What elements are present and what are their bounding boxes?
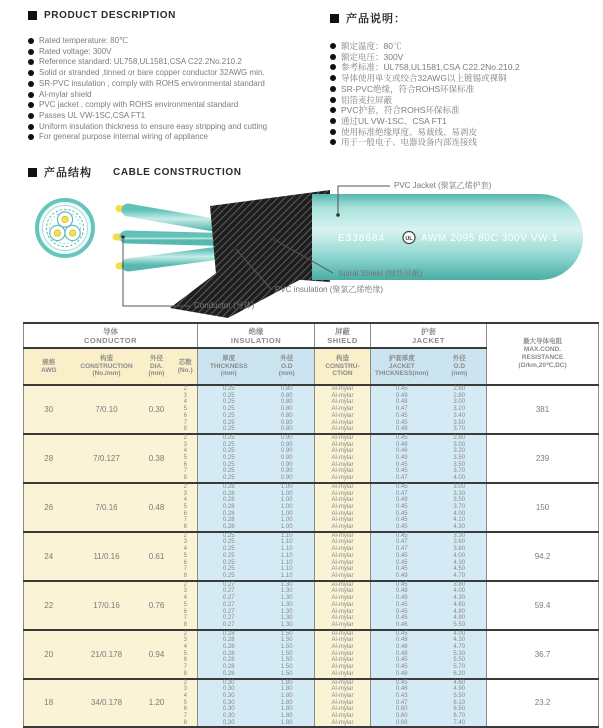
dot-bullet-icon [28, 102, 34, 108]
dot-bullet-icon [330, 64, 336, 70]
list-item [330, 41, 596, 52]
cell-resistance: 381 [487, 385, 599, 434]
bullet-text: PVC护套，符合ROHS环保标准 [341, 105, 460, 116]
list-item [330, 84, 596, 95]
bullet-text: Reference standard: UL758,UL1581,CSA C22.2No.210.2 [39, 57, 242, 67]
bullet-text: 额定温度：80℃ [341, 41, 402, 51]
list-item [28, 57, 324, 68]
col-label: AWG [40, 366, 57, 374]
group-label-zh: 屏蔽 [335, 326, 350, 336]
cell-jk-thickness: 0.45 0.49 0.48 0.47 0.45 0.45 0.48 [371, 385, 433, 434]
cell-resistance: 94.2 [487, 532, 599, 581]
construction-title-zh: 产品结构 [44, 167, 92, 179]
group-header-insulation [198, 323, 315, 348]
list-item [330, 73, 596, 84]
dot-bullet-icon [330, 43, 336, 49]
bullet-text: Rated voltage: 300V [39, 46, 112, 56]
cell-dia: 0.38 [140, 434, 174, 483]
bullet-text: Solid or stranded ,tinned or bare copper conductor 32AWG min. [39, 68, 265, 78]
list-item [330, 137, 596, 148]
group-label-zh: 导体 [103, 326, 118, 336]
group-label-en: INSULATION [230, 335, 282, 345]
list-item [28, 90, 324, 101]
column-header-ins-od [260, 348, 315, 385]
table-row [24, 385, 599, 434]
cell-ins-od: 1.10 1.10 1.10 1.10 1.10 1.10 1.10 [260, 532, 315, 581]
bullet-text: 导体使用单支或绞合32AWG以上镀锡或裸铜 [341, 73, 507, 84]
dot-bullet-icon [330, 107, 336, 113]
col-label: MAX.COND. [523, 346, 562, 353]
group-header-shield [315, 323, 371, 348]
bullet-text: PVC jacket , comply with ROHS environmental standard [39, 100, 239, 110]
cell-shield: Al-mylar Al-mylar Al-mylar Al-mylar Al-mylar Al-mylar Al-mylar [315, 483, 371, 532]
column-header-shield-construction [315, 348, 371, 385]
col-label: 外径 [452, 355, 466, 363]
dot-bullet-icon [28, 134, 34, 140]
cell-resistance: 23.2 [487, 679, 599, 728]
dot-bullet-icon [28, 70, 34, 76]
cell-shield: Al-mylar Al-mylar Al-mylar Al-mylar Al-mylar Al-mylar Al-mylar [315, 532, 371, 581]
cell-resistance: 36.7 [487, 630, 599, 679]
col-label: 护套厚度 [388, 355, 415, 363]
column-header-cores [174, 348, 198, 385]
cell-construction: 7/0.127 [74, 434, 140, 483]
cell-ins-thickness: 0.28 0.28 0.28 0.28 0.28 0.28 0.28 [198, 483, 260, 532]
col-label: (Ω/km,20℃,DC) [518, 362, 567, 369]
cell-cores: 2 3 4 5 6 7 8 [174, 434, 198, 483]
col-label: JACKET [388, 362, 415, 370]
table-row [24, 630, 599, 679]
list-item [330, 95, 596, 106]
col-label: RESISTANCE [521, 354, 564, 361]
group-header-conductor [24, 323, 198, 348]
col-label: O.D [280, 362, 293, 370]
cell-awg: 30 [24, 385, 74, 434]
dot-bullet-icon [330, 54, 336, 60]
cell-construction: 7/0.10 [74, 385, 140, 434]
cell-jk-thickness: 0.45 0.46 0.43 0.47 0.60 0.60 0.68 [371, 679, 433, 728]
col-label: CONSTRU- [325, 362, 360, 370]
label-pvc-insulation: PVC insulation (聚氯乙烯绝缘) [275, 285, 384, 294]
list-item [28, 36, 324, 47]
cell-jk-thickness: 0.45 0.48 0.46 0.49 0.45 0.45 0.47 [371, 434, 433, 483]
cell-resistance: 150 [487, 483, 599, 532]
product-notes-section [330, 10, 596, 148]
bullet-text: 通过UL VW-1SC、CSA FT1 [341, 115, 447, 126]
cell-construction: 17/0.16 [74, 581, 140, 630]
cell-awg: 24 [24, 532, 74, 581]
cell-ins-thickness: 0.25 0.25 0.25 0.25 0.25 0.25 0.25 [198, 434, 260, 483]
col-label: 构造 [100, 355, 113, 363]
dot-bullet-icon [28, 113, 34, 119]
product-description-section [28, 10, 324, 143]
cell-dia: 0.48 [140, 483, 174, 532]
column-header-jacket-od [433, 348, 487, 385]
bullet-text: For general purpose internal wiring of appliance [39, 132, 208, 142]
cell-awg: 26 [24, 483, 74, 532]
cell-cores: 2 3 4 5 6 7 8 [174, 385, 198, 434]
cell-ins-od: 0.80 0.80 0.80 0.80 0.80 0.80 0.80 [260, 385, 315, 434]
cell-cores: 2 3 4 5 6 7 8 [174, 581, 198, 630]
cell-cores: 2 3 4 5 6 7 8 [174, 532, 198, 581]
list-item [330, 105, 596, 116]
cable-illustration [0, 178, 603, 322]
dot-bullet-icon [330, 75, 336, 81]
product-description-heading [28, 10, 324, 21]
cell-cores: 2 3 4 5 6 7 8 [174, 483, 198, 532]
col-label: THICKNESS(mm) [375, 370, 429, 378]
cell-shield: Al-mylar Al-mylar Al-mylar Al-mylar Al-mylar Al-mylar Al-mylar [315, 581, 371, 630]
cell-dia: 0.30 [140, 385, 174, 434]
table-row [24, 483, 599, 532]
cable-diagram [0, 178, 603, 322]
col-label: (No.) [177, 366, 193, 374]
cell-dia: 1.20 [140, 679, 174, 728]
label-pvc-jacket: PVC Jacket (聚氯乙烯护套) [394, 181, 492, 190]
dot-bullet-icon [28, 59, 34, 65]
cell-ins-od: 1.30 1.30 1.30 1.30 1.30 1.30 1.30 [260, 581, 315, 630]
dot-bullet-icon [28, 81, 34, 87]
cell-awg: 22 [24, 581, 74, 630]
cell-ins-thickness: 0.28 0.28 0.28 0.28 0.28 0.28 0.28 [198, 630, 260, 679]
cell-jk-od: 3.30 3.60 3.80 4.00 4.30 4.50 4.70 [433, 532, 487, 581]
square-bullet-icon [28, 168, 37, 177]
dot-bullet-icon [28, 38, 34, 44]
cell-construction: 11/0.16 [74, 532, 140, 581]
dot-bullet-icon [330, 97, 336, 103]
cell-shield: Al-mylar Al-mylar Al-mylar Al-mylar Al-mylar Al-mylar Al-mylar [315, 679, 371, 728]
bullet-text: Al-mylar shield [39, 89, 92, 99]
product-description-list [28, 36, 324, 143]
dot-bullet-icon [28, 92, 34, 98]
col-label: (No./mm) [92, 370, 121, 378]
table-row [24, 679, 599, 728]
cell-jk-od: 4.00 4.30 4.70 5.30 5.50 5.70 6.20 [433, 630, 487, 679]
ul-mark: UL [405, 236, 413, 242]
column-header-resistance [487, 323, 599, 385]
col-label: CTION [332, 370, 353, 378]
cell-ins-thickness: 0.30 0.30 0.30 0.30 0.30 0.30 0.30 [198, 679, 260, 728]
bullet-text: Rated temperature: 80℃ [39, 36, 129, 45]
dot-bullet-icon [330, 86, 336, 92]
col-label: O.D [453, 362, 466, 370]
col-label: 外径 [280, 355, 294, 363]
cell-awg: 18 [24, 679, 74, 728]
col-label: 最大导体电阻 [523, 338, 563, 345]
cell-shield: Al-mylar Al-mylar Al-mylar Al-mylar Al-mylar Al-mylar Al-mylar [315, 385, 371, 434]
list-item [330, 52, 596, 63]
cell-cores: 2 3 4 5 6 7 8 [174, 630, 198, 679]
col-label: 厚度 [222, 355, 236, 363]
bullet-text: 参考标准：UL758,UL1581,CSA C22.2No.210.2 [341, 62, 520, 73]
product-notes-title: 产品说明： [346, 13, 406, 25]
column-header-construction [74, 348, 140, 385]
dot-bullet-icon [330, 139, 336, 145]
product-notes-list [330, 41, 596, 148]
col-label: THICKNESS [209, 362, 248, 370]
col-label: 外径 [150, 355, 163, 363]
table-row [24, 532, 599, 581]
column-header-ins-thickness [198, 348, 260, 385]
list-item [28, 100, 324, 111]
list-item [28, 47, 324, 58]
col-label: 规格 [42, 358, 56, 366]
cell-awg: 20 [24, 630, 74, 679]
group-label-en: JACKET [412, 335, 446, 345]
column-header-jacket-thickness [371, 348, 433, 385]
cell-jk-thickness: 0.45 0.47 0.49 0.45 0.45 0.45 0.45 [371, 483, 433, 532]
cell-jk-thickness: 0.45 0.48 0.48 0.48 0.45 0.45 0.48 [371, 630, 433, 679]
label-spiral-shield: Spiral Shield (缠绕屏蔽) [338, 269, 423, 278]
group-header-jacket [371, 323, 487, 348]
bullet-text: SR-PVC绝缘，符合ROHS环保标准 [341, 83, 475, 94]
cell-jk-thickness: 0.45 0.47 0.47 0.45 0.45 0.45 0.49 [371, 532, 433, 581]
cell-ins-od: 1.80 1.80 1.80 1.80 1.80 1.80 1.80 [260, 679, 315, 728]
cell-jk-od: 4.60 4.90 5.50 6.10 6.50 6.70 7.40 [433, 679, 487, 728]
cell-resistance: 59.4 [487, 581, 599, 630]
bullet-text: Uniform insulation thickness to ensure easy stripping and cutting [39, 121, 268, 131]
col-label: 芯数 [178, 358, 192, 366]
list-item [28, 132, 324, 143]
cell-cores: 2 3 4 5 6 7 8 [174, 679, 198, 728]
table-row [24, 581, 599, 630]
cell-construction: 7/0.16 [74, 483, 140, 532]
cell-jk-od: 2.60 2.80 3.00 3.20 3.40 3.50 3.70 [433, 385, 487, 434]
col-label: (mm) [220, 370, 237, 378]
group-label-zh: 护套 [421, 326, 436, 336]
group-label-en: CONDUCTOR [83, 335, 138, 345]
list-item [28, 111, 324, 122]
cell-ins-od: 1.00 1.00 1.00 1.00 1.00 1.00 1.00 [260, 483, 315, 532]
cell-shield: Al-mylar Al-mylar Al-mylar Al-mylar Al-mylar Al-mylar Al-mylar [315, 434, 371, 483]
group-label-en: SHIELD [327, 335, 358, 345]
col-label: DIA. [150, 362, 163, 370]
dot-bullet-icon [330, 118, 336, 124]
group-label-zh: 绝缘 [248, 326, 264, 336]
dot-bullet-icon [28, 124, 34, 130]
col-label: (mm) [148, 370, 165, 378]
spec-table [23, 322, 599, 728]
cell-ins-thickness: 0.27 0.27 0.27 0.27 0.27 0.27 0.27 [198, 581, 260, 630]
square-bullet-icon [28, 11, 37, 20]
square-bullet-icon [330, 14, 339, 23]
bullet-text: 用于一般电子、电器设备内部连接线 [341, 137, 478, 148]
product-notes-heading [330, 10, 596, 26]
column-header-awg [24, 348, 74, 385]
cell-jk-thickness: 0.45 0.48 0.49 0.45 0.45 0.45 0.46 [371, 581, 433, 630]
list-item [330, 116, 596, 127]
cell-ins-od: 1.50 1.50 1.50 1.50 1.50 1.50 1.50 [260, 630, 315, 679]
cell-dia: 0.94 [140, 630, 174, 679]
cell-construction: 34/0.178 [74, 679, 140, 728]
cell-dia: 0.76 [140, 581, 174, 630]
col-label: (mm) [451, 370, 468, 378]
list-item [330, 127, 596, 138]
cell-jk-od: 3.00 3.30 3.50 3.70 4.00 4.10 4.30 [433, 483, 487, 532]
marking-spec: AWM 2095 80C 300V VW-1 [421, 233, 559, 244]
cross-section [37, 200, 93, 256]
cell-jk-od: 2.80 3.00 3.20 3.50 3.50 3.70 4.00 [433, 434, 487, 483]
dot-bullet-icon [28, 49, 34, 55]
marking-number: E338684 [338, 233, 386, 244]
label-conductor: Conductor (导体) [194, 301, 255, 310]
cell-construction: 21/0.178 [74, 630, 140, 679]
cell-jk-od: 3.80 4.00 4.30 4.60 4.80 4.90 5.50 [433, 581, 487, 630]
cell-ins-od: 0.90 0.90 0.90 0.90 0.90 0.90 0.90 [260, 434, 315, 483]
list-item [28, 79, 324, 90]
cell-shield: Al-mylar Al-mylar Al-mylar Al-mylar Al-mylar Al-mylar Al-mylar [315, 630, 371, 679]
column-header-dia [140, 348, 174, 385]
bullet-text: 额定电压：300V [341, 51, 404, 62]
cell-ins-thickness: 0.25 0.25 0.25 0.25 0.25 0.25 0.25 [198, 385, 260, 434]
dot-bullet-icon [330, 129, 336, 135]
bullet-text: Passes UL VW-1SC,CSA FT1 [39, 110, 146, 120]
table-row [24, 434, 599, 483]
list-item [28, 122, 324, 133]
cell-ins-thickness: 0.25 0.25 0.25 0.25 0.25 0.25 0.25 [198, 532, 260, 581]
list-item [330, 62, 596, 73]
cell-resistance: 239 [487, 434, 599, 483]
bullet-text: 使用标准绝缘厚度、易裁线、易剥皮 [341, 126, 478, 137]
cell-dia: 0.61 [140, 532, 174, 581]
cell-awg: 28 [24, 434, 74, 483]
bullet-text: 铝箔麦拉屏蔽 [341, 94, 393, 105]
product-description-title: PRODUCT DESCRIPTION [44, 10, 176, 21]
list-item [28, 68, 324, 79]
col-label: 构造 [336, 355, 349, 363]
col-label: CONSTRUCTION [80, 362, 133, 370]
construction-title-en: CABLE CONSTRUCTION [113, 166, 242, 178]
col-label: (mm) [278, 370, 295, 378]
bullet-text: SR-PVC insulation , comply with ROHS environmental standard [39, 78, 265, 88]
